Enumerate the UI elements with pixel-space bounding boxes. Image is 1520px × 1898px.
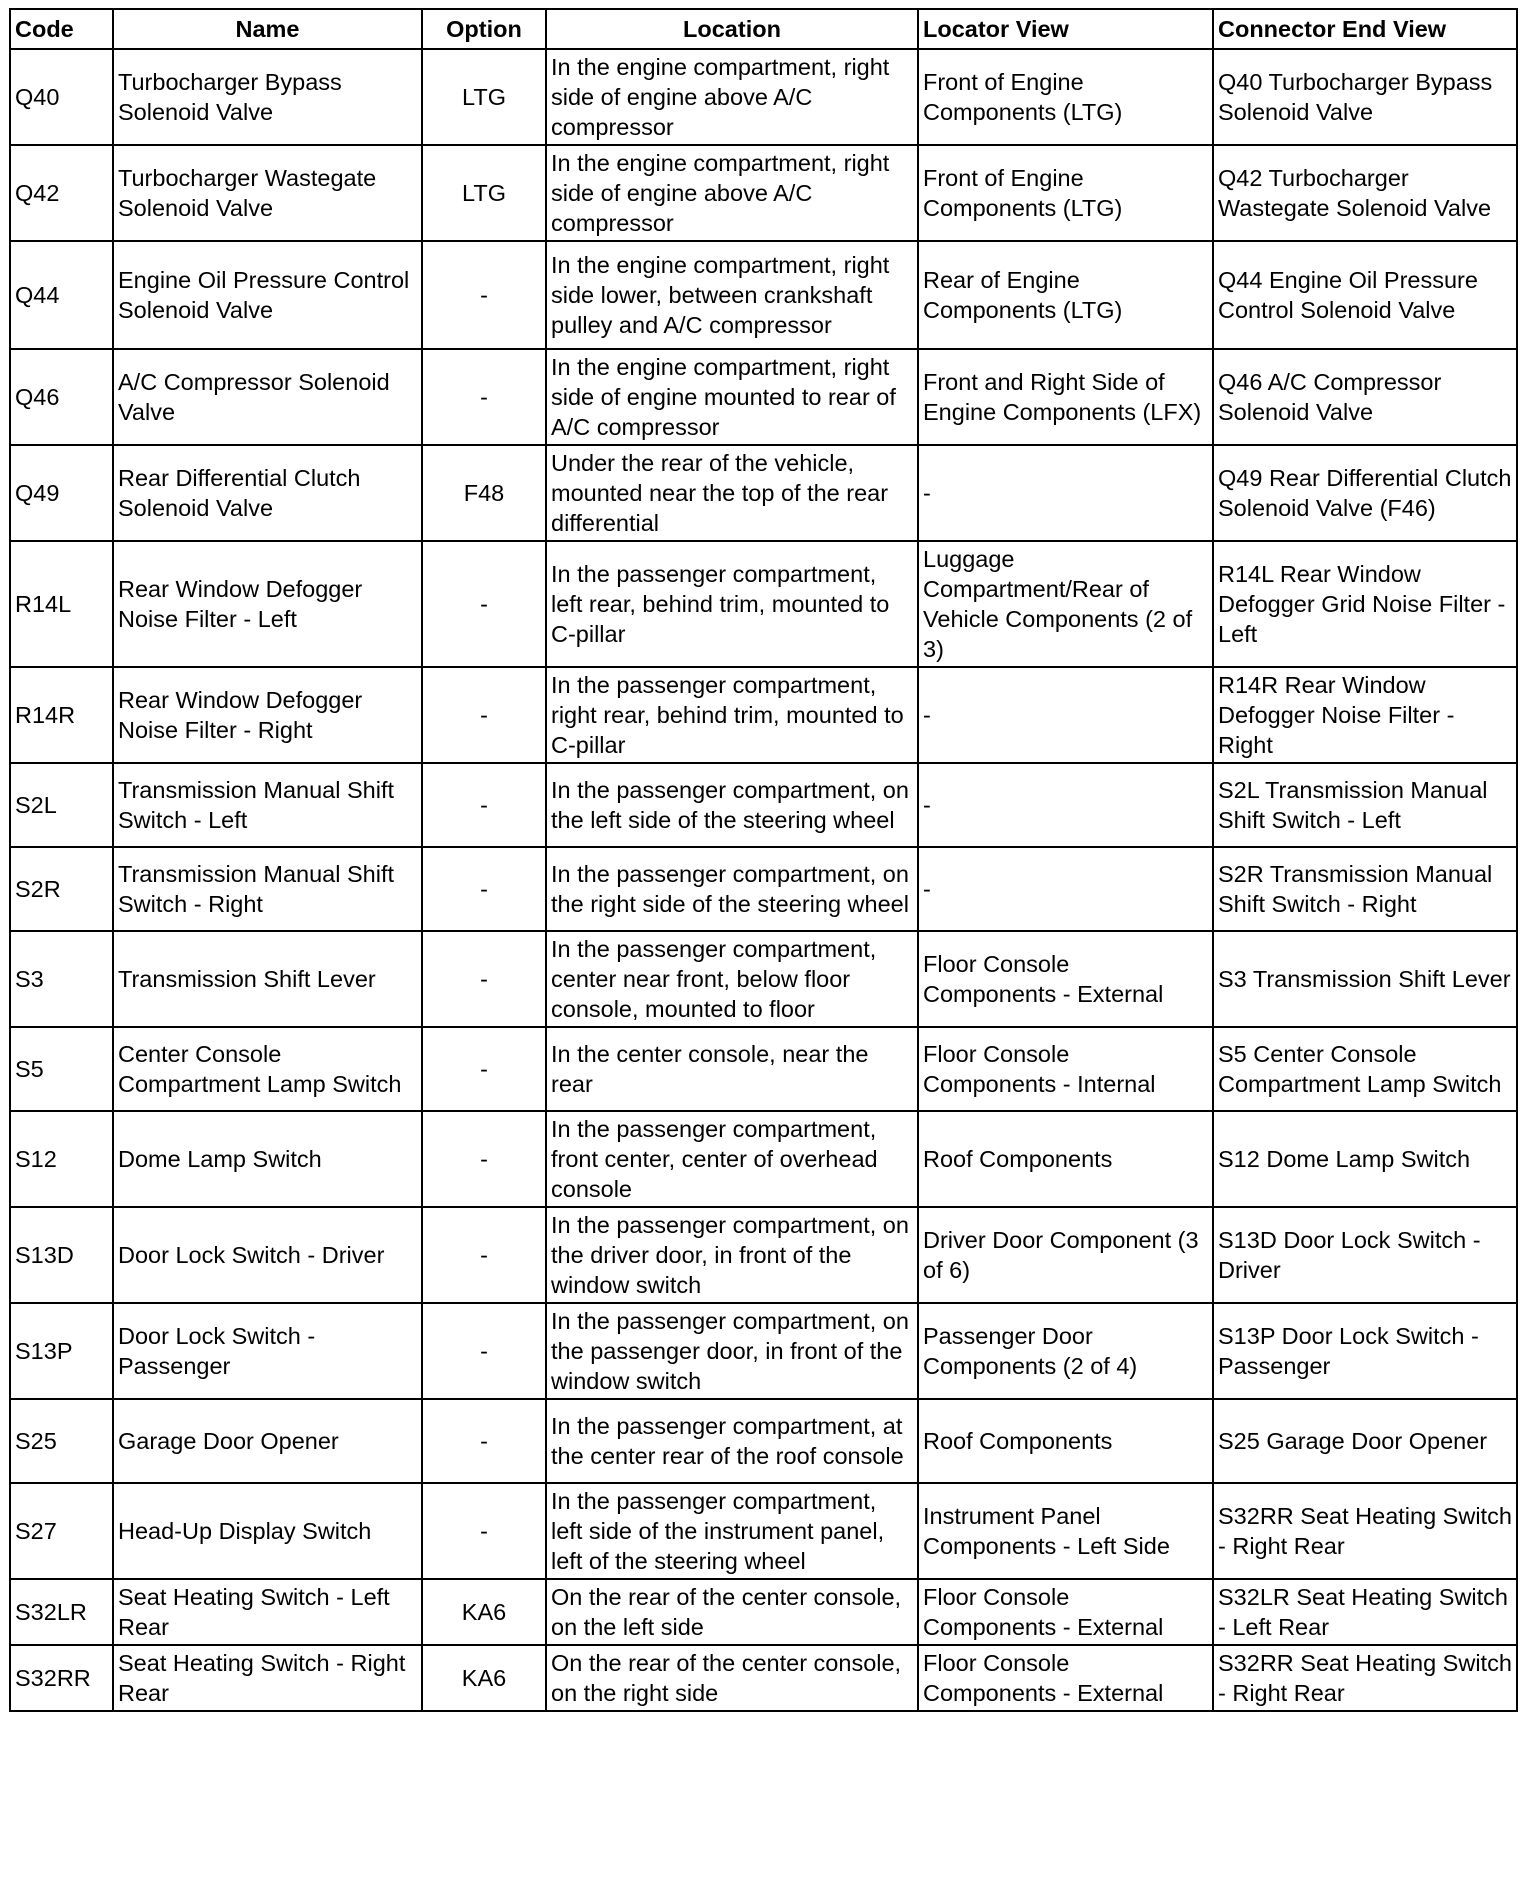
- header-option: Option: [422, 9, 546, 49]
- cell-code: Q40: [10, 49, 113, 145]
- cell-locator-view: Floor Console Components - Internal: [918, 1027, 1213, 1111]
- table-row: [10, 1111, 1517, 1207]
- cell-code: R14L: [10, 541, 113, 667]
- cell-option: -: [422, 1483, 546, 1579]
- cell-name: Dome Lamp Switch: [113, 1111, 422, 1207]
- cell-code: S32LR: [10, 1579, 113, 1645]
- cell-connector-end-view: Q46 A/C Compressor Solenoid Valve: [1213, 349, 1517, 445]
- table-row: [10, 763, 1517, 847]
- cell-name: Transmission Manual Shift Switch - Right: [113, 847, 422, 931]
- cell-option: -: [422, 763, 546, 847]
- cell-location: In the engine compartment, right side of engine above A/C compressor: [546, 145, 918, 241]
- cell-locator-view: -: [918, 763, 1213, 847]
- cell-option: LTG: [422, 145, 546, 241]
- header-connector-end-view: Connector End View: [1213, 9, 1517, 49]
- cell-locator-view: Rear of Engine Components (LTG): [918, 241, 1213, 349]
- cell-connector-end-view: S5 Center Console Compartment Lamp Switch: [1213, 1027, 1517, 1111]
- cell-location: In the engine compartment, right side of engine mounted to rear of A/C compressor: [546, 349, 918, 445]
- header-location: Location: [546, 9, 918, 49]
- cell-code: S13D: [10, 1207, 113, 1303]
- cell-locator-view: Front of Engine Components (LTG): [918, 49, 1213, 145]
- cell-code: S13P: [10, 1303, 113, 1399]
- cell-location: On the rear of the center console, on the right side: [546, 1645, 918, 1711]
- cell-code: S5: [10, 1027, 113, 1111]
- cell-option: -: [422, 241, 546, 349]
- table-row: [10, 445, 1517, 541]
- table-row: [10, 349, 1517, 445]
- cell-option: KA6: [422, 1579, 546, 1645]
- cell-locator-view: Driver Door Component (3 of 6): [918, 1207, 1213, 1303]
- cell-locator-view: Front and Right Side of Engine Components (LFX): [918, 349, 1213, 445]
- cell-location: In the passenger compartment, on the left side of the steering wheel: [546, 763, 918, 847]
- cell-option: F48: [422, 445, 546, 541]
- table-row: [10, 49, 1517, 145]
- cell-location: In the passenger compartment, right rear, behind trim, mounted to C-pillar: [546, 667, 918, 763]
- cell-connector-end-view: Q40 Turbocharger Bypass Solenoid Valve: [1213, 49, 1517, 145]
- cell-location: In the engine compartment, right side lower, between crankshaft pulley and A/C compressor: [546, 241, 918, 349]
- cell-name: Rear Window Defogger Noise Filter - Right: [113, 667, 422, 763]
- cell-code: S3: [10, 931, 113, 1027]
- table-row: [10, 145, 1517, 241]
- table-header-row: [10, 9, 1517, 49]
- table-row: [10, 1027, 1517, 1111]
- cell-option: -: [422, 1207, 546, 1303]
- cell-name: Door Lock Switch - Passenger: [113, 1303, 422, 1399]
- cell-location: In the passenger compartment, center near front, below floor console, mounted to floor: [546, 931, 918, 1027]
- cell-code: Q42: [10, 145, 113, 241]
- cell-code: Q46: [10, 349, 113, 445]
- cell-name: Turbocharger Wastegate Solenoid Valve: [113, 145, 422, 241]
- header-locator-view: Locator View: [918, 9, 1213, 49]
- cell-connector-end-view: S32RR Seat Heating Switch - Right Rear: [1213, 1645, 1517, 1711]
- header-name: Name: [113, 9, 422, 49]
- cell-location: Under the rear of the vehicle, mounted near the top of the rear differential: [546, 445, 918, 541]
- table-row: [10, 1399, 1517, 1483]
- cell-connector-end-view: S13P Door Lock Switch - Passenger: [1213, 1303, 1517, 1399]
- cell-locator-view: Floor Console Components - External: [918, 1645, 1213, 1711]
- cell-code: Q49: [10, 445, 113, 541]
- cell-location: In the passenger compartment, left side of the instrument panel, left of the steering wheel: [546, 1483, 918, 1579]
- cell-location: In the passenger compartment, on the right side of the steering wheel: [546, 847, 918, 931]
- cell-name: Head-Up Display Switch: [113, 1483, 422, 1579]
- cell-name: Center Console Compartment Lamp Switch: [113, 1027, 422, 1111]
- cell-option: KA6: [422, 1645, 546, 1711]
- cell-locator-view: -: [918, 847, 1213, 931]
- cell-name: Seat Heating Switch - Right Rear: [113, 1645, 422, 1711]
- cell-option: -: [422, 667, 546, 763]
- cell-code: Q44: [10, 241, 113, 349]
- table-row: [10, 1645, 1517, 1711]
- table-row: [10, 1483, 1517, 1579]
- cell-name: A/C Compressor Solenoid Valve: [113, 349, 422, 445]
- cell-option: -: [422, 847, 546, 931]
- cell-location: In the engine compartment, right side of engine above A/C compressor: [546, 49, 918, 145]
- cell-connector-end-view: S25 Garage Door Opener: [1213, 1399, 1517, 1483]
- cell-location: In the passenger compartment, at the center rear of the roof console: [546, 1399, 918, 1483]
- cell-name: Transmission Shift Lever: [113, 931, 422, 1027]
- cell-name: Rear Window Defogger Noise Filter - Left: [113, 541, 422, 667]
- table-row: [10, 847, 1517, 931]
- cell-option: -: [422, 349, 546, 445]
- table-row: [10, 931, 1517, 1027]
- cell-locator-view: Roof Components: [918, 1399, 1213, 1483]
- table-row: [10, 1579, 1517, 1645]
- cell-location: In the center console, near the rear: [546, 1027, 918, 1111]
- cell-code: S32RR: [10, 1645, 113, 1711]
- cell-option: LTG: [422, 49, 546, 145]
- cell-locator-view: Roof Components: [918, 1111, 1213, 1207]
- cell-connector-end-view: S13D Door Lock Switch - Driver: [1213, 1207, 1517, 1303]
- cell-connector-end-view: R14L Rear Window Defogger Grid Noise Filter - Left: [1213, 541, 1517, 667]
- cell-locator-view: Floor Console Components - External: [918, 931, 1213, 1027]
- cell-option: -: [422, 541, 546, 667]
- cell-code: R14R: [10, 667, 113, 763]
- cell-location: In the passenger compartment, left rear, behind trim, mounted to C-pillar: [546, 541, 918, 667]
- cell-connector-end-view: S2L Transmission Manual Shift Switch - Left: [1213, 763, 1517, 847]
- cell-connector-end-view: Q42 Turbocharger Wastegate Solenoid Valve: [1213, 145, 1517, 241]
- cell-code: S2L: [10, 763, 113, 847]
- cell-code: S25: [10, 1399, 113, 1483]
- cell-connector-end-view: Q44 Engine Oil Pressure Control Solenoid Valve: [1213, 241, 1517, 349]
- cell-connector-end-view: R14R Rear Window Defogger Noise Filter - Right: [1213, 667, 1517, 763]
- cell-locator-view: Front of Engine Components (LTG): [918, 145, 1213, 241]
- table-row: [10, 1207, 1517, 1303]
- cell-locator-view: Instrument Panel Components - Left Side: [918, 1483, 1213, 1579]
- cell-option: -: [422, 1399, 546, 1483]
- cell-location: In the passenger compartment, on the passenger door, in front of the window switch: [546, 1303, 918, 1399]
- table-row: [10, 667, 1517, 763]
- cell-location: On the rear of the center console, on the left side: [546, 1579, 918, 1645]
- table-body: [10, 49, 1517, 1711]
- header-code: Code: [10, 9, 113, 49]
- cell-locator-view: -: [918, 445, 1213, 541]
- cell-code: S2R: [10, 847, 113, 931]
- cell-location: In the passenger compartment, front center, center of overhead console: [546, 1111, 918, 1207]
- cell-name: Door Lock Switch - Driver: [113, 1207, 422, 1303]
- cell-connector-end-view: S32RR Seat Heating Switch - Right Rear: [1213, 1483, 1517, 1579]
- cell-connector-end-view: S2R Transmission Manual Shift Switch - Right: [1213, 847, 1517, 931]
- cell-name: Engine Oil Pressure Control Solenoid Valve: [113, 241, 422, 349]
- cell-locator-view: Luggage Compartment/Rear of Vehicle Components (2 of 3): [918, 541, 1213, 667]
- cell-locator-view: Floor Console Components - External: [918, 1579, 1213, 1645]
- cell-code: S27: [10, 1483, 113, 1579]
- cell-option: -: [422, 1111, 546, 1207]
- cell-option: -: [422, 1303, 546, 1399]
- cell-location: In the passenger compartment, on the driver door, in front of the window switch: [546, 1207, 918, 1303]
- cell-name: Seat Heating Switch - Left Rear: [113, 1579, 422, 1645]
- cell-connector-end-view: Q49 Rear Differential Clutch Solenoid Valve (F46): [1213, 445, 1517, 541]
- cell-connector-end-view: S3 Transmission Shift Lever: [1213, 931, 1517, 1027]
- cell-locator-view: Passenger Door Components (2 of 4): [918, 1303, 1213, 1399]
- cell-name: Transmission Manual Shift Switch - Left: [113, 763, 422, 847]
- component-locator-table: [9, 8, 1518, 1712]
- cell-locator-view: -: [918, 667, 1213, 763]
- table-row: [10, 1303, 1517, 1399]
- cell-code: S12: [10, 1111, 113, 1207]
- cell-connector-end-view: S12 Dome Lamp Switch: [1213, 1111, 1517, 1207]
- table-row: [10, 241, 1517, 349]
- cell-name: Garage Door Opener: [113, 1399, 422, 1483]
- cell-name: Turbocharger Bypass Solenoid Valve: [113, 49, 422, 145]
- cell-connector-end-view: S32LR Seat Heating Switch - Left Rear: [1213, 1579, 1517, 1645]
- cell-option: -: [422, 931, 546, 1027]
- cell-name: Rear Differential Clutch Solenoid Valve: [113, 445, 422, 541]
- table-row: [10, 541, 1517, 667]
- cell-option: -: [422, 1027, 546, 1111]
